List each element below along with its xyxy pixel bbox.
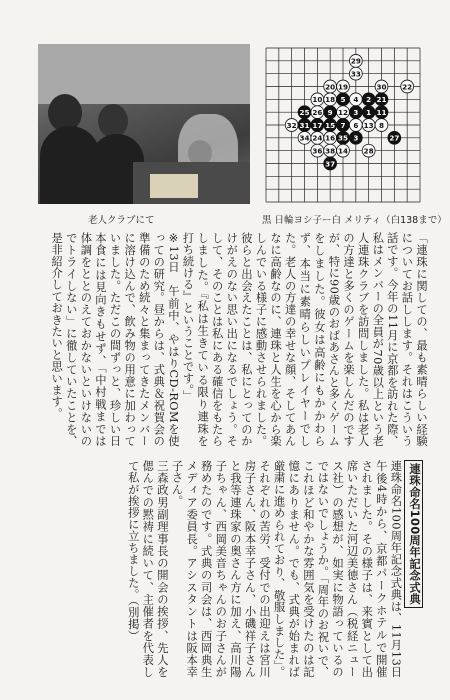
white-stone [375,80,388,93]
stone-number: 21 [376,95,387,105]
stone-number: 3 [353,107,359,117]
game-diagram [258,40,428,210]
lower-article-column [30,460,425,678]
stone-number: 12 [337,107,349,117]
black-stone [324,157,337,170]
white-stone [311,93,324,106]
stone-number: 36 [312,146,323,156]
stone-number: 33 [350,69,361,79]
photo-caption: 老人クラブにて [88,215,155,226]
stone-number: 22 [402,82,413,92]
stone-number: 35 [337,133,349,143]
black-stone [375,106,388,119]
black-stone [388,131,401,144]
black-stone [337,93,350,106]
black-stone [337,131,350,144]
stone-number: 13 [363,120,374,130]
stone-number: 1 [366,107,372,117]
stone-number: 29 [350,56,361,66]
white-stone [337,106,350,119]
black-stone [311,119,324,132]
stone-number: 9 [327,107,333,117]
section-heading: 連珠命名100周年記念式典 [404,460,423,608]
stone-number: 31 [299,120,310,130]
stone-number: 2 [366,95,372,105]
quote-paragraph: 「連珠に関しての、最も素晴らしい経験についてお話しします。それはこういう話です。今年の11月に京都を訪れた際、私はメンバーの全員が70歳以上という老人連珠クラブを訪問しました。私は老人の方達と多くのゲームを楽しんだのですが、特に90歳のおばあさんと多くゲームをしました。彼女は高齢にもかかわらず、本当に素晴らしいプレイヤーでした。老人の方達の幸せな顔、そしてあんなに高齢なのに、連珠と人生を心から楽しんでいる様子に感動させられました。彼らと出会えたことは、私にとってのかけがえのない思い出になるでしょう。そして、そのことは私にある確信をもたらしました。『私は生きている限り連珠を打ち続ける』ということです。」 [181,232,428,447]
go-board-in-photo [150,174,198,198]
black-stone [362,106,375,119]
white-stone [324,131,337,144]
stone-number: 10 [312,95,323,105]
upper-article-column [48,232,428,447]
ceremony-paragraph: 連珠命名100周年記念式典は、11月13日午後4時から、京都パークホテルで開催されました。その様子は、来賓として出席いただいた河辺美徳さん（税経ニュース社）の感想が、如実に物語っているのではないでしょうか。「周年のお祝いで、これほど和やかな雰囲気を受けたのは記憶にありません。でも、式典が始まれば厳粛に進められており、敬服しました」。それぞれの苦労、受付での出迎えは宮川房子さん、阪本幸子さん、小磯祥子さんと我等連珠家の奥さん方に加え、高川陽子ちゃん、西岡美音ちゃんのお子さんが務めたのです。式典の司会は、西岡典生メディア委員長。アシスタントは阪本幸子さん。 [170,460,403,678]
white-stone [362,119,375,132]
stone-number: 37 [325,159,336,169]
white-stone [375,119,388,132]
stone-number: 38 [325,146,336,156]
white-stone [349,54,362,67]
white-stone [337,144,350,157]
day13-paragraph: ※13日 午前中、やはりCD-ROMを使っての研究。昼からは、式典＆祝賀会の準備のため続々と集まってきたメンバーに溶け込んで、飲み物の用意に加わっていました。ただこの間ずっと、珍しい日本食には見向きもせず、「中村戦までは体調をととのえておかないといけないのでトライしない」に徹していたことを、是非紹介しておきたいと思います。 [50,232,180,447]
stone-number: 24 [312,133,323,143]
stone-number: 4 [353,95,359,105]
stone-number: 8 [378,120,385,130]
stone-number: 27 [389,133,400,143]
stone-number: 25 [299,107,310,117]
white-stone [311,131,324,144]
club-photo [38,44,250,204]
stone-number: 3 [353,133,359,143]
stone-number: 14 [337,146,349,156]
stone-number: 26 [312,107,323,117]
opening-paragraph: 三森政男副理事長の開会の挨拶、先人を偲んでの黙祷に続いて、主催者を代表して私が挨拶に立ちました。（別掲） [126,460,169,678]
stone-number: 19 [337,82,349,92]
stone-number: 32 [286,120,297,130]
stone-number: 11 [376,107,387,117]
stone-number: 28 [363,146,374,156]
white-stone [349,67,362,80]
white-stone [311,144,324,157]
black-stone [324,106,337,119]
black-stone [298,119,311,132]
stone-number: 30 [376,82,387,92]
white-stone [349,119,362,132]
white-stone [337,80,350,93]
white-stone [285,119,298,132]
black-stone [298,106,311,119]
stone-number: 15 [325,120,336,130]
black-stone [362,93,375,106]
stone-number: 18 [325,95,336,105]
black-stone [375,93,388,106]
black-stone [337,119,350,132]
stone-number: 34 [299,133,310,143]
black-stone [349,106,362,119]
stone-number: 17 [312,120,323,130]
white-stone [349,93,362,106]
white-stone [298,131,311,144]
stone-number: 6 [353,120,359,130]
stone-number: 7 [340,120,346,130]
stone-number: 5 [340,95,346,105]
white-stone [324,80,337,93]
white-stone [401,80,414,93]
black-stone [349,131,362,144]
white-stone [362,144,375,157]
stone-number: 16 [325,133,336,143]
black-stone [324,119,337,132]
stone-number: 20 [325,82,336,92]
diagram-caption: 黒 日輪ヨシ子ー白 メリティ（白138まで） [262,215,447,226]
white-stone [324,93,337,106]
white-stone [324,144,337,157]
white-stone [311,106,324,119]
